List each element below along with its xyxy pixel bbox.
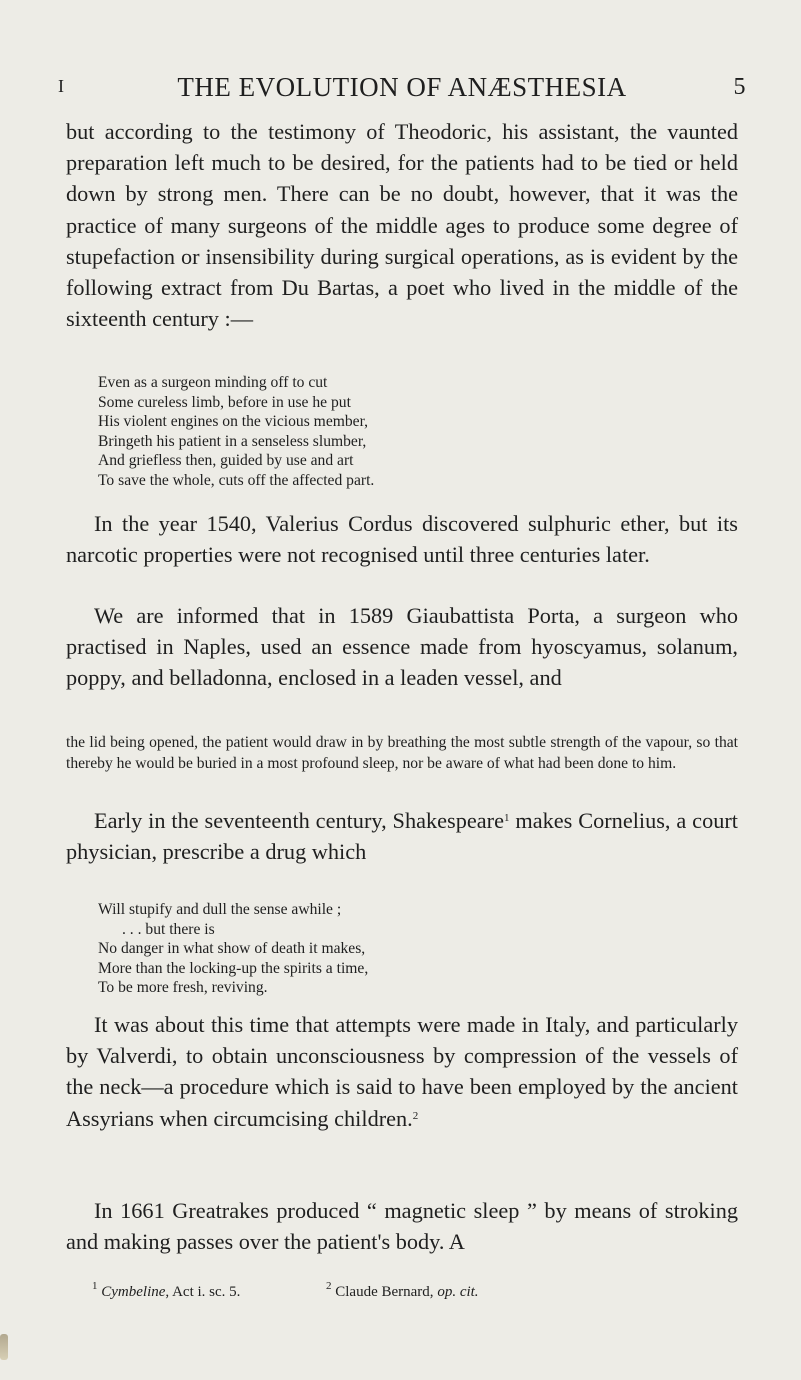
paragraph-text: Early in the seventeenth century, Shakespeare bbox=[94, 808, 504, 833]
verse-line: Some cureless limb, before in use he put bbox=[98, 393, 351, 411]
verse-line: To save the whole, cuts off the affected part. bbox=[98, 471, 375, 489]
footnote-2 bbox=[326, 1280, 479, 1301]
paragraph-text: makes Cornelius, a court physician, prescribe a drug which bbox=[66, 808, 738, 865]
footnote-ref: 1 bbox=[503, 812, 510, 824]
running-title: THE EVOLUTION OF ANÆSTHESIA bbox=[177, 72, 627, 102]
verse-line: To be more fresh, reviving. bbox=[98, 979, 268, 997]
chapter-number: I bbox=[58, 76, 65, 96]
footnote-mark: 1 bbox=[92, 1280, 98, 1292]
footnote-italic: op. cit. bbox=[437, 1284, 479, 1300]
footnote-text: Claude Bernard, bbox=[335, 1284, 438, 1300]
page-number: 5 bbox=[733, 74, 746, 100]
footnote-mark: 2 bbox=[326, 1280, 332, 1292]
verse-line: No danger in what show of death it makes, bbox=[98, 940, 366, 958]
footnote-text: , Act i. sc. 5. bbox=[165, 1284, 241, 1300]
footnote-ref: 2 bbox=[412, 1109, 419, 1122]
verse-line: Even as a surgeon minding off to cut bbox=[98, 374, 328, 391]
verse-line: And griefless then, guided by use and art bbox=[98, 452, 354, 470]
paragraph-shakespeare bbox=[66, 805, 738, 867]
paragraph-valverdi bbox=[66, 1009, 738, 1134]
verse-line: More than the locking-up the spirits a time, bbox=[98, 959, 369, 977]
quote-porta: the lid being opened, the patient would draw in by breathing the most subtle strength of the vapour, so that thereby he would be buried in a most profound sleep, nor be aware of what had been done to him. bbox=[66, 734, 738, 772]
paragraph-theodoric: but according to the testimony of Theodoric, his assistant, the vaunted preparation left much to be desired, for the patients had to be tied or held down by strong men. There can be no doubt, however, that it was the practice of many surgeons of the middle ages to produce some degree of stupefaction or insensibility during surgical operations, as is evident by the following extract from Du Bartas, a poet who lived in the middle of the sixteenth century :— bbox=[66, 119, 738, 332]
page-smudge bbox=[0, 1334, 8, 1360]
paragraph-porta: We are informed that in 1589 Giaubattista Porta, a surgeon who practised in Naples, used an essence made from hyoscyamus, solanum, poppy, and belladonna, enclosed in a leaden vessel, and bbox=[66, 603, 738, 691]
verse-line: Bringeth his patient in a senseless slumber, bbox=[98, 432, 367, 450]
verse-cymbeline bbox=[98, 900, 658, 998]
verse-line: Will stupify and dull the sense awhile ; bbox=[98, 901, 342, 918]
verse-line: . . . but there is bbox=[122, 920, 215, 938]
running-header bbox=[58, 72, 746, 106]
paragraph-greatrakes: In 1661 Greatrakes produced “ magnetic sleep ” by means of stroking and making passes over the patient's body. A bbox=[66, 1198, 738, 1255]
verse-line: His violent engines on the vicious member, bbox=[98, 413, 369, 431]
paragraph-cordus: In the year 1540, Valerius Cordus discovered sulphuric ether, but its narcotic properties were not recognised until three centuries later. bbox=[66, 511, 738, 568]
footnote-1 bbox=[92, 1280, 241, 1301]
footnote-work-title: Cymbeline bbox=[101, 1284, 166, 1300]
paragraph-text: It was about this time that attempts were made in Italy, and particularly by Valverdi, to obtain unconsciousness by compression of the vessels of the neck—a procedure which is said to have been employed by the ancient Assyrians when circumcising children. bbox=[66, 1012, 738, 1131]
verse-du-bartas bbox=[98, 373, 658, 491]
